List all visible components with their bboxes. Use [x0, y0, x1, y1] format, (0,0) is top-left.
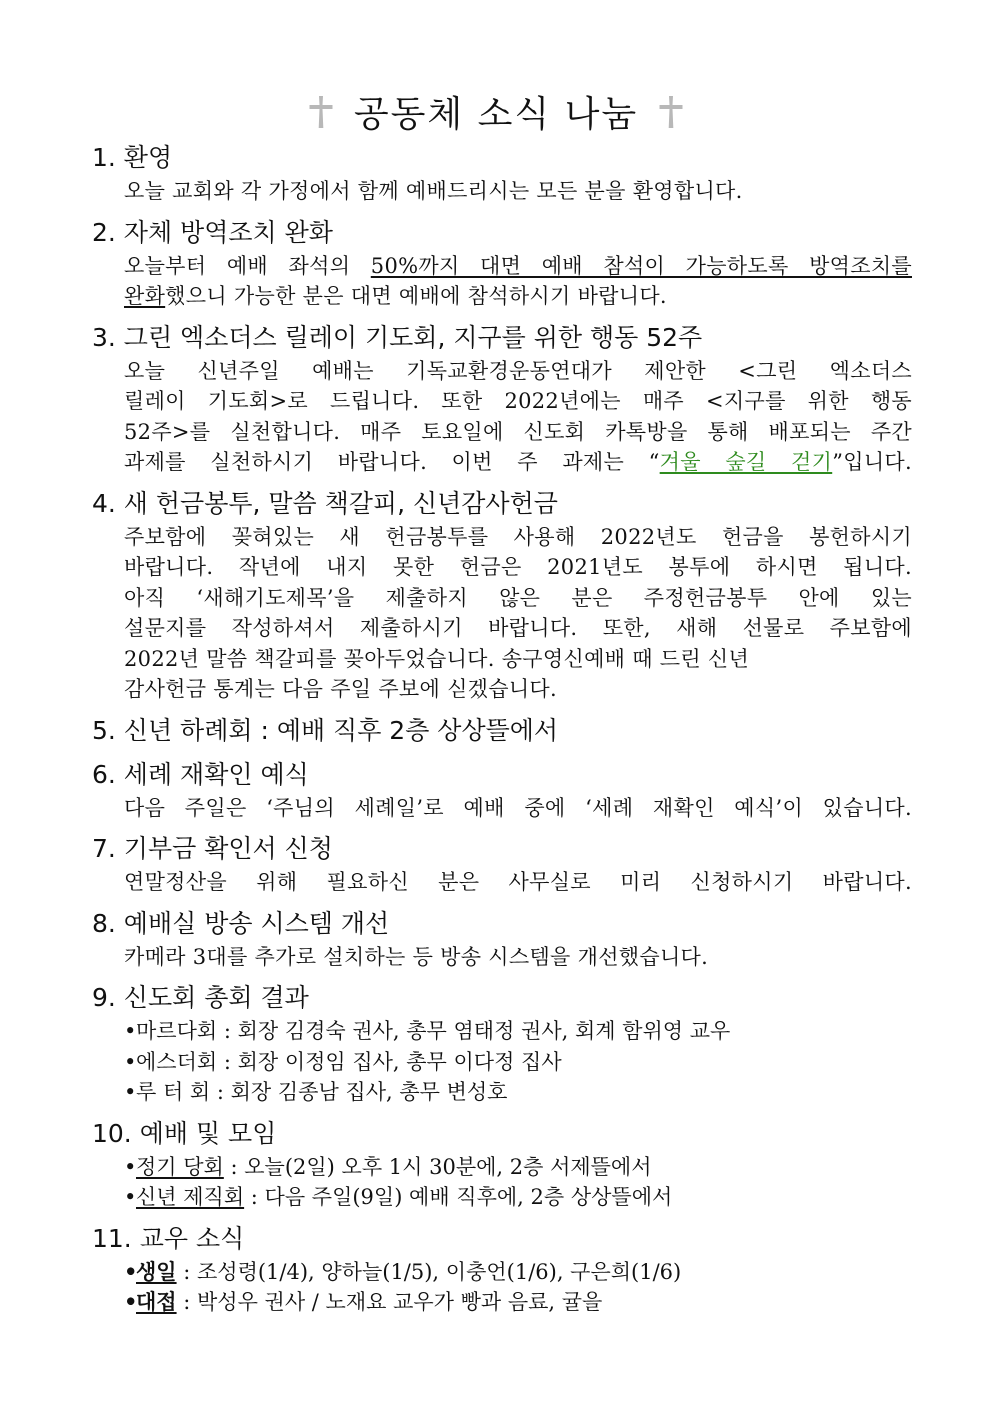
- task-link[interactable]: 겨울 숲길 걷기: [659, 450, 833, 474]
- list-item-text: 에스더회 : 회장 이정임 집사, 총무 이다정 집사: [136, 1049, 562, 1074]
- list-item-text: : 다음 주일(9일) 예배 직후에, 2층 상상뜰에서: [244, 1185, 673, 1209]
- section-heading: 8. 예배실 방송 시스템 개선: [92, 908, 390, 938]
- body-line: 오늘 교회와 각 가정에서 함께 예배드리시는 모든 분을 환영합니다.: [124, 179, 743, 203]
- list-item: [92, 1152, 912, 1183]
- meeting-label: 신년 제직회: [136, 1185, 245, 1209]
- title-row: [0, 86, 992, 137]
- list-item-text: 루 터 회 : 회장 김종남 집사, 총무 변성호: [136, 1080, 508, 1104]
- section-body: [92, 522, 912, 705]
- body-line: 카메라 3대를 추가로 설치하는 등 방송 시스템을 개선했습니다.: [124, 944, 709, 969]
- underlined-text: 50%까지 대면 예배 참석이 가능하도록 방역조치를: [370, 253, 912, 278]
- section-offering: [92, 486, 912, 705]
- section-heading: 6. 세례 재확인 예식: [92, 759, 309, 789]
- bullet-icon: •: [124, 1185, 137, 1209]
- body-line: 다음 주일은 ‘주님의 세례일’로 예배 중에 ‘세례 재확인 예식’이 있습니다.: [124, 795, 912, 820]
- list-item-text: : 박성우 권사 / 노재요 교우가 빵과 음료, 귤을: [176, 1290, 603, 1314]
- body-line: [124, 447, 912, 478]
- section-heading: 10. 예배 및 모임: [92, 1118, 277, 1148]
- section-new-year-party: [92, 713, 912, 749]
- section-heading: 4. 새 헌금봉투, 말씀 책갈피, 신년감사헌금: [92, 488, 558, 518]
- section-donation-receipt: [92, 831, 912, 898]
- underlined-text: 완화: [124, 284, 166, 308]
- section-heading: 3. 그린 엑소더스 릴레이 기도회, 지구를 위한 행동 52주: [92, 322, 703, 352]
- bullet-icon: •: [124, 1049, 137, 1074]
- section-body: [92, 251, 912, 312]
- section-heading: 2. 자체 방역조치 완화: [92, 217, 333, 247]
- body-line: 주보함에 꽂혀있는 새 헌금봉투를 사용해 2022년도 헌금을 봉헌하시기: [124, 524, 912, 549]
- cross-icon: [306, 94, 336, 130]
- section-body: [92, 942, 912, 973]
- body-line: 설문지를 작성하셔서 제출하시기 바랍니다. 또한, 새해 선물로 주보함에: [124, 616, 912, 640]
- text-fragment: ”입니다.: [832, 450, 912, 474]
- section-broadcast: [92, 906, 912, 973]
- text-fragment: 오늘부터 예배 좌석의: [124, 253, 371, 278]
- section-heading: 7. 기부금 확인서 신청: [92, 834, 333, 863]
- list-item: [92, 1182, 912, 1213]
- section-heading: 1. 환영: [92, 143, 173, 172]
- list-item: [92, 1047, 912, 1078]
- list-item: [92, 1077, 912, 1108]
- cross-icon: [656, 94, 686, 130]
- bullet-icon: •: [124, 1258, 138, 1284]
- body-line: [124, 251, 912, 282]
- list-item: [92, 1257, 912, 1288]
- news-label: 생일: [136, 1258, 177, 1284]
- bullet-icon: •: [124, 1289, 138, 1314]
- body-line: 아직 ‘새해기도제목’을 제출하지 않은 분은 주정헌금봉투 안에 있는: [124, 585, 912, 610]
- body-line: [124, 281, 912, 312]
- bullet-icon: •: [124, 1019, 137, 1043]
- page-title: 공동체 소식 나눔: [353, 94, 639, 135]
- section-quarantine: [92, 215, 912, 312]
- section-heading: 5. 신년 하례회 : 예배 직후 2층 상상뜰에서: [92, 715, 559, 745]
- list-item: [92, 1287, 912, 1318]
- list-item: [92, 1016, 912, 1047]
- text-fragment: 했으니 가능한 분은 대면 예배에 참석하시기 바랍니다.: [165, 284, 667, 308]
- section-meetings: [92, 1116, 912, 1213]
- body-line: 바랍니다. 작년에 내지 못한 헌금은 2021년도 봉투에 하시면 됩니다.: [124, 555, 912, 579]
- body-line: 52주>를 실천합니다. 매주 토요일에 신도회 카톡방을 통해 배포되는 주간: [124, 419, 912, 444]
- bullet-icon: •: [124, 1080, 137, 1104]
- body-line: 오늘 신년주일 예배는 기독교환경운동연대가 제안한 <그린 엑소더스: [124, 358, 912, 383]
- list-item-text: : 오늘(2일) 오후 1시 30분에, 2층 서제뜰에서: [223, 1154, 652, 1179]
- text-fragment: 과제를 실천하시기 바랍니다. 이번 주 과제는 “: [124, 450, 660, 474]
- list-item-text: 마르다회 : 회장 김경숙 권사, 총무 염태정 권사, 회계 함위영 교우: [136, 1019, 731, 1043]
- body-line: 연말정산을 위해 필요하신 분은 사무실로 미리 신청하시기 바랍니다.: [124, 870, 912, 894]
- section-welcome: [92, 140, 912, 207]
- body-line: 릴레이 기도회>로 드립니다. 또한 2022년에는 매주 <지구를 위한 행동: [124, 389, 912, 413]
- section-body: [92, 356, 912, 478]
- body-line: 2022년 말씀 책갈피를 꽂아두었습니다. 송구영신예배 때 드린 신년: [124, 646, 750, 671]
- body-line: 감사헌금 통계는 다음 주일 주보에 싣겠습니다.: [124, 677, 557, 701]
- section-body: [92, 793, 912, 824]
- list-item-text: : 조성령(1/4), 양하늘(1/5), 이충언(1/6), 구은희(1/6): [176, 1259, 682, 1284]
- section-heading: 11. 교우 소식: [92, 1223, 245, 1253]
- section-assembly-results: [92, 980, 912, 1108]
- section-heading: 9. 신도회 총회 결과: [92, 983, 309, 1012]
- section-baptism: [92, 757, 912, 824]
- section-green-exodus: [92, 320, 912, 478]
- section-body: [92, 867, 912, 898]
- news-label: 대접: [136, 1289, 177, 1314]
- bullet-icon: •: [124, 1154, 137, 1179]
- meeting-label: 정기 당회: [136, 1154, 224, 1179]
- section-body: [92, 176, 912, 207]
- section-member-news: [92, 1221, 912, 1318]
- announcement-list: [92, 140, 912, 1326]
